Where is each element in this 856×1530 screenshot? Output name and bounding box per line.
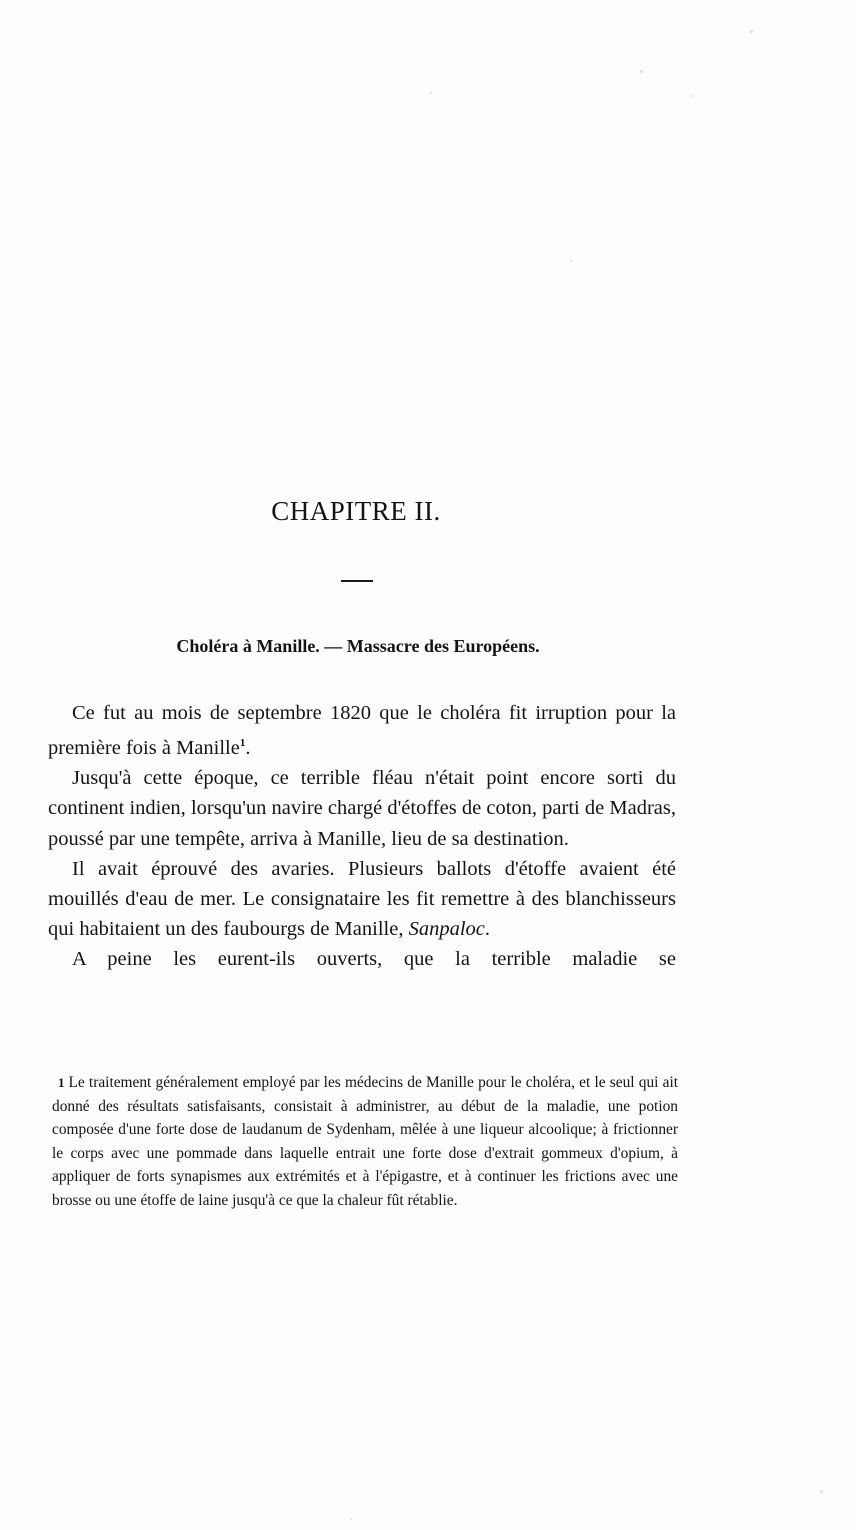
paragraph: Jusqu'à cette époque, ce terrible fléau n'était point encore sorti du continent indien, lorsqu'un navire chargé d'étoffes de coton, parti de Madras, poussé par une tempête, arriva à Manille, lieu de sa destination.: [48, 767, 676, 850]
paper-speck: [820, 1490, 823, 1493]
paper-speck: [750, 30, 753, 33]
paragraph: [48, 698, 676, 763]
paragraph-end: .: [484, 918, 490, 941]
footnote-number: 1: [58, 1075, 65, 1090]
paragraph-text: Il avait éprouvé des avaries. Plusieurs ballots d'étoffe avaient été mouillés d'eau de mer. Le consignataire les fit remettre à des blanchisseurs qui habitaient un des faubourgs de Manille,: [48, 857, 676, 941]
footnote-reference: 1: [239, 737, 246, 750]
place-name: Sanpaloc: [408, 918, 485, 941]
paragraph: [48, 854, 676, 945]
chapter-subtitle: Choléra à Manille. — Massacre des Européens.: [176, 636, 540, 656]
chapter-title: CHAPITRE II.: [271, 496, 441, 526]
footnotes: [52, 1071, 678, 1212]
paragraph-end: .: [245, 737, 251, 760]
paper-speck: [640, 70, 643, 73]
footnote: [52, 1071, 678, 1212]
paper-speck: [570, 260, 572, 262]
paragraph-text: Ce fut au mois de septembre 1820 que le choléra fit irruption pour la première fois à Manille: [48, 702, 676, 760]
paper-speck: [430, 92, 432, 94]
paragraph: A peine les eurent-ils ouverts, que la terrible maladie se: [72, 948, 676, 971]
paper-speck: [350, 1518, 352, 1520]
footnote-text: Le traitement généralement employé par les médecins de Manille pour le choléra, et le seul qui ait donné des résultats satisfaisants, consistait à administrer, au début de la maladie, une potion composée d'une forte dose de laudanum de Sydenham, mêlée à une liqueur alcoolique; à frictionner le corps avec une pommade dans laquelle entrait une forte dose d'extrait gommeux d'opium, à appliquer de forts synapismes aux extrémités et à l'épigastre, et à continuer les frictions avec une brosse ou une étoffe de laine jusqu'à ce que la chaleur fût rétablie.: [52, 1074, 678, 1209]
chapter-divider: [341, 580, 373, 582]
paper-speck: [690, 95, 692, 97]
body-text: [48, 698, 676, 975]
